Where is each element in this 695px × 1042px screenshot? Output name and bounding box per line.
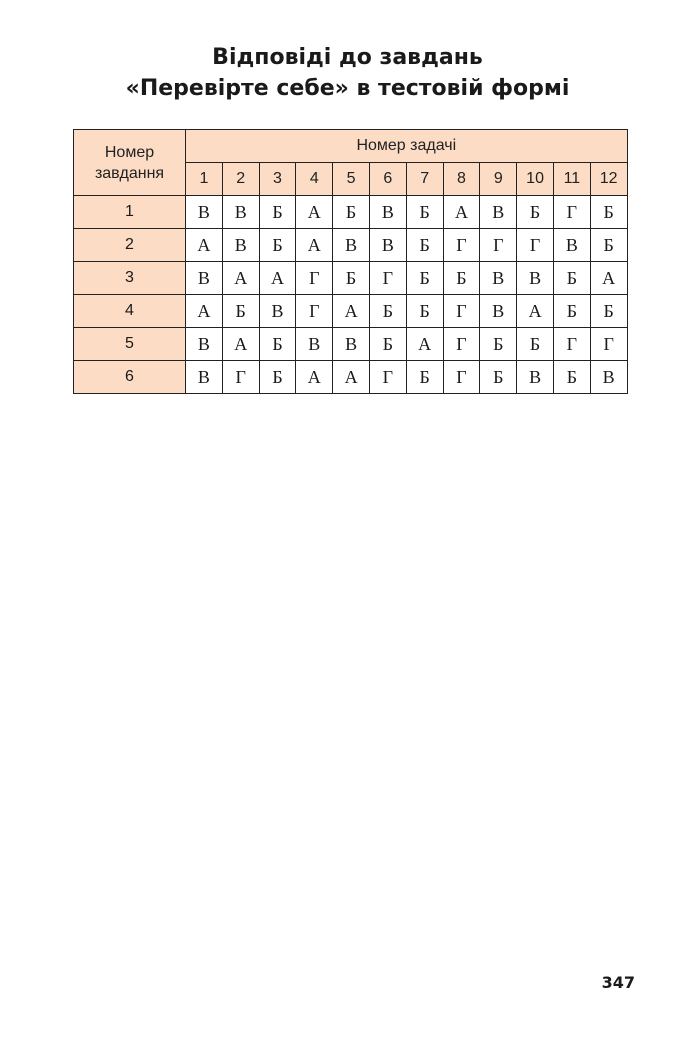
answer-cell: А [406, 328, 443, 361]
task-number-cell: 2 [74, 229, 186, 262]
answer-cell: Г [222, 361, 259, 394]
answer-cell: Г [443, 229, 480, 262]
answer-cell: Г [369, 262, 406, 295]
answer-cell: А [296, 361, 333, 394]
problem-number-cell: 1 [186, 163, 223, 196]
answer-cell: Б [553, 295, 590, 328]
answer-cell: А [443, 196, 480, 229]
answer-cell: Б [333, 196, 370, 229]
task-number-cell: 5 [74, 328, 186, 361]
answer-cell: Б [406, 295, 443, 328]
answer-cell: Г [443, 328, 480, 361]
answer-cell: А [186, 229, 223, 262]
answer-cell: В [480, 295, 517, 328]
task-number-header-line-1: Номер [104, 143, 155, 161]
answers-table-header [74, 130, 628, 196]
answer-cell: В [333, 328, 370, 361]
answer-cell: А [186, 295, 223, 328]
answer-cell: А [590, 262, 627, 295]
answer-cell: Б [259, 196, 296, 229]
answer-cell: Б [553, 262, 590, 295]
task-number-header [74, 130, 186, 196]
answer-cell: А [296, 229, 333, 262]
problem-number-cell: 2 [222, 163, 259, 196]
answer-cell: В [480, 196, 517, 229]
answer-cell: Б [590, 229, 627, 262]
answer-cell: А [333, 361, 370, 394]
answer-cell: Г [480, 229, 517, 262]
task-number-cell: 4 [74, 295, 186, 328]
answer-cell: Б [517, 328, 554, 361]
answer-cell: В [369, 196, 406, 229]
problem-number-cell: 6 [369, 163, 406, 196]
answer-cell: В [369, 229, 406, 262]
answer-cell: В [296, 328, 333, 361]
answer-cell: А [259, 262, 296, 295]
answer-cell: В [517, 262, 554, 295]
answer-cell: Б [406, 196, 443, 229]
problem-number-cell: 12 [590, 163, 627, 196]
task-number-cell: 1 [74, 196, 186, 229]
answer-cell: Б [369, 295, 406, 328]
answer-cell: Б [406, 262, 443, 295]
task-number-header-line-2: завдання [94, 164, 165, 182]
answer-cell: Б [333, 262, 370, 295]
answer-cell: В [517, 361, 554, 394]
answer-cell: В [186, 328, 223, 361]
answer-cell: Г [296, 262, 333, 295]
answer-cell: В [186, 262, 223, 295]
answer-cell: Г [553, 196, 590, 229]
answer-cell: Б [259, 328, 296, 361]
answer-cell: А [296, 196, 333, 229]
problem-number-cell: 5 [333, 163, 370, 196]
answer-cell: Б [406, 229, 443, 262]
task-number-cell: 3 [74, 262, 186, 295]
table-row [74, 328, 628, 361]
answer-cell: А [333, 295, 370, 328]
answer-cell: В [186, 196, 223, 229]
answer-cell: Г [590, 328, 627, 361]
answer-cell: Б [222, 295, 259, 328]
answer-cell: В [186, 361, 223, 394]
answer-cell: В [222, 196, 259, 229]
answer-cell: В [480, 262, 517, 295]
problem-number-header: Номер задачі [186, 130, 628, 163]
table-row [74, 262, 628, 295]
answer-cell: Б [590, 196, 627, 229]
task-number-cell: 6 [74, 361, 186, 394]
answer-cell: Г [517, 229, 554, 262]
problem-number-cell: 3 [259, 163, 296, 196]
problem-number-cell: 4 [296, 163, 333, 196]
answer-cell: А [222, 262, 259, 295]
page-title-line-1: Відповіді до завдань [212, 45, 483, 70]
answer-cell: Г [369, 361, 406, 394]
answer-cell: Б [406, 361, 443, 394]
page-title-line-2: «Перевірте себе» в тестовій формі [125, 76, 570, 101]
table-row [74, 196, 628, 229]
answer-cell: Г [296, 295, 333, 328]
answer-cell: В [222, 229, 259, 262]
answer-cell: Б [443, 262, 480, 295]
answer-cell: Б [480, 361, 517, 394]
table-row [74, 295, 628, 328]
page-number: 347 [601, 973, 635, 992]
answer-cell: Б [369, 328, 406, 361]
answer-cell: Б [553, 361, 590, 394]
problem-number-cell: 9 [480, 163, 517, 196]
answers-table [73, 129, 628, 394]
answer-cell: Б [259, 229, 296, 262]
answer-cell: А [222, 328, 259, 361]
answer-cell: А [517, 295, 554, 328]
table-row [74, 361, 628, 394]
problem-number-cell: 8 [443, 163, 480, 196]
answer-cell: Б [517, 196, 554, 229]
problem-number-cell: 11 [553, 163, 590, 196]
answers-table-body [74, 196, 628, 394]
problem-number-cell: 7 [406, 163, 443, 196]
answer-cell: В [590, 361, 627, 394]
answer-cell: Г [443, 295, 480, 328]
answer-cell: Б [480, 328, 517, 361]
answer-cell: В [259, 295, 296, 328]
answer-cell: В [553, 229, 590, 262]
answer-cell: В [333, 229, 370, 262]
answer-cell: Г [443, 361, 480, 394]
answer-cell: Г [553, 328, 590, 361]
answer-cell: Б [590, 295, 627, 328]
table-row [74, 229, 628, 262]
answer-cell: Б [259, 361, 296, 394]
problem-number-cell: 10 [517, 163, 554, 196]
